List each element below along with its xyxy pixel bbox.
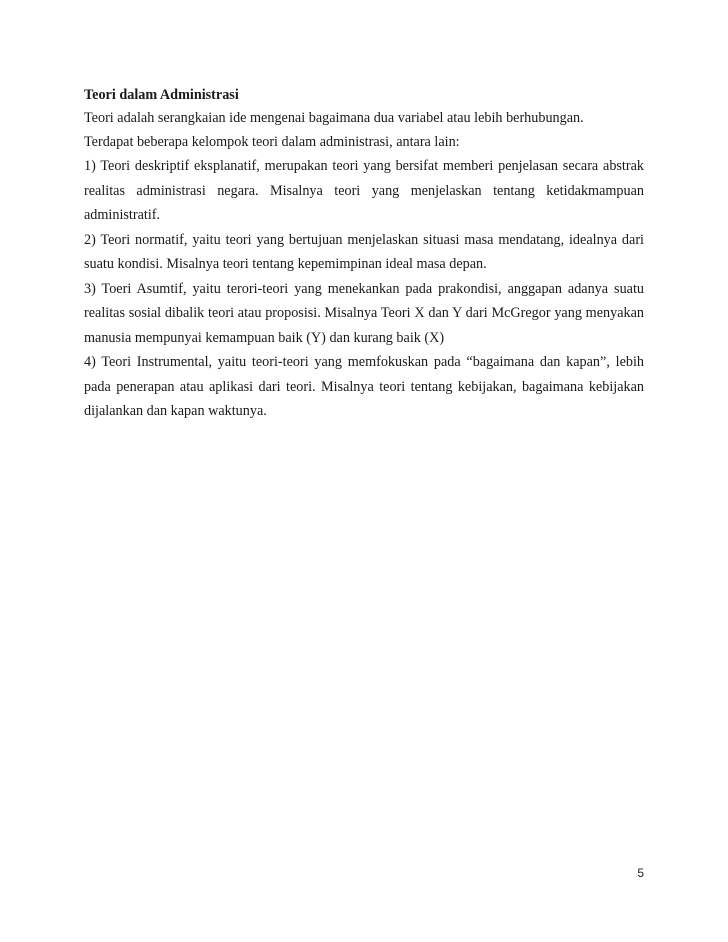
list-item-4: 4) Teori Instrumental, yaitu teori-teori yang memfokuskan pada “bagaimana dan kapan”, lebih pada penerapan atau aplikasi dari teori. Misalnya teori tentang kebijakan, bagaimana kebijakan dijalankan dan kapan waktunya. (84, 354, 644, 419)
list-item-3: 3) Toeri Asumtif, yaitu terori-teori yang menekankan pada prakondisi, anggapan adanya suatu realitas sosial dibalik teori atau proposisi. Misalnya Teori X dan Y dari McGregor yang menyakan manusia mempunyai kemampuan baik (Y) dan kurang baik (X) (84, 280, 644, 346)
section-heading: Teori dalam Administrasi (84, 87, 239, 103)
intro-paragraph-1: Teori adalah serangkaian ide mengenai bagaimana dua variabel atau lebih berhubungan. (84, 110, 584, 126)
list-item-2: 2) Teori normatif, yaitu teori yang bertujuan menjelaskan situasi masa mendatang, idealnya dari suatu kondisi. Misalnya teori tentang kepemimpinan ideal masa depan. (84, 231, 644, 272)
document-page (84, 84, 644, 424)
page-number: 5 (637, 866, 644, 880)
intro-paragraph-2: Terdapat beberapa kelompok teori dalam administrasi, antara lain: (84, 134, 460, 150)
list-item-1: 1) Teori deskriptif eksplanatif, merupakan teori yang bersifat memberi penjelasan secara abstrak realitas administrasi negara. Misalnya teori yang menjelaskan tentang ketidakmampuan administratif. (84, 158, 644, 223)
